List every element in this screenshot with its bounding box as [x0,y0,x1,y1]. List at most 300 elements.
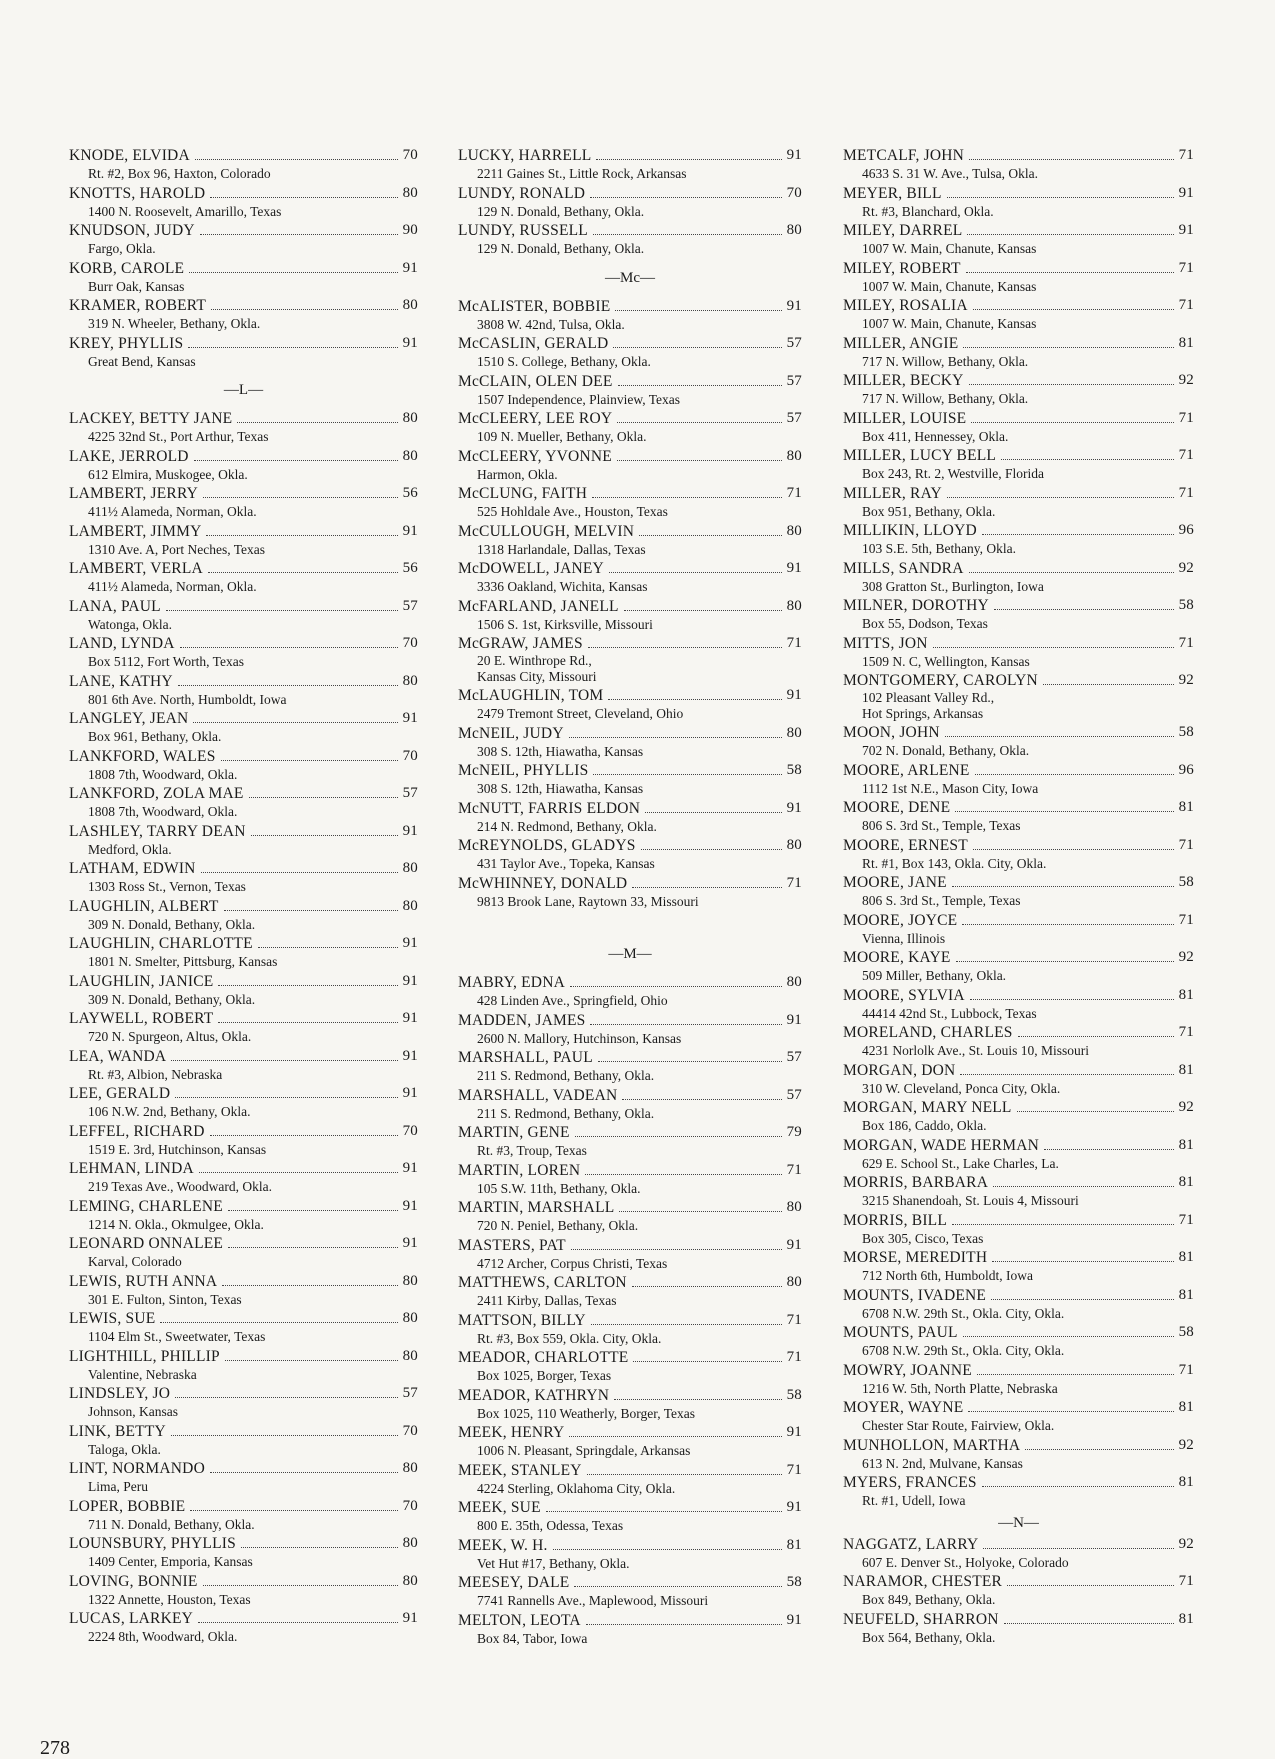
directory-entry [69,334,418,372]
dot-leader [969,159,1174,160]
directory-entry [458,973,802,1011]
entry-line [458,484,802,503]
page-reference: 92 [1178,672,1194,688]
directory-entry [843,948,1194,986]
directory-entry [69,934,418,972]
directory-entry [843,1323,1194,1361]
student-name: MILNER, DOROTHY [843,597,989,614]
page-reference: 81 [1178,1061,1194,1078]
student-name: MILLER, BECKY [843,372,964,389]
home-address: Burr Oak, Kansas [88,278,185,294]
dot-leader [962,924,1173,925]
entry-line [458,1348,802,1367]
page-reference: 91 [786,560,802,576]
student-name: LAMBERT, JERRY [69,485,199,502]
home-address: 1509 N. C, Wellington, Kansas [862,653,1030,669]
home-address: 1007 W. Main, Chanute, Kansas [862,316,1037,331]
directory-column-1 [69,146,418,1647]
page-reference: 79 [786,1124,802,1140]
directory-entry [843,334,1194,372]
directory-entry [458,447,802,485]
student-name: MOWRY, JOANNE [843,1361,972,1379]
entry-line [69,1459,418,1478]
home-address: 428 Linden Ave., Springfield, Ohio [477,993,668,1008]
student-name: KRAMER, ROBERT [69,297,207,314]
student-name: MABRY, EDNA [458,974,565,991]
home-address: 103 S.E. 5th, Bethany, Okla. [862,541,1016,556]
student-name: MARSHALL, PAUL [458,1049,593,1066]
dot-leader [963,347,1173,348]
dot-leader [963,1336,1174,1337]
directory-entry [69,597,418,635]
dot-leader [973,849,1174,850]
page-reference: 71 [1178,297,1194,313]
directory-entry [69,296,418,334]
entry-line [458,184,802,203]
directory-entry [458,1048,802,1086]
entry-line [69,1197,418,1216]
home-address: 1519 E. 3rd, Hutchinson, Kansas [88,1141,267,1157]
dot-leader [201,872,398,873]
directory-entry [843,1436,1194,1474]
home-address: 1510 S. College, Bethany, Okla. [477,354,651,369]
student-name: MASTERS, PAT [458,1236,566,1254]
directory-entry [843,986,1194,1024]
directory-entry [69,1234,418,1272]
entry-line [458,1498,802,1517]
student-name: NARAMOR, CHESTER [843,1573,1003,1590]
home-address: Box 1025, Borger, Texas [477,1368,612,1383]
dot-leader [200,234,398,235]
directory-entry [458,1461,802,1499]
dot-leader [249,797,398,798]
dot-leader [590,1024,781,1025]
directory-entry [69,1459,418,1497]
directory-entry [69,221,418,259]
entry-line [843,184,1194,203]
directory-entry [458,1011,802,1049]
home-address: 211 S. Redmond, Bethany, Okla. [477,1105,655,1121]
student-name: MILLIKIN, LLOYD [843,522,977,539]
directory-entry [69,1534,418,1572]
dot-leader [198,1622,398,1623]
entry-line [843,634,1194,653]
home-address: 214 N. Redmond, Bethany, Okla. [477,818,657,834]
student-name: MOORE, JOYCE [843,911,958,929]
home-address: 319 N. Wheeler, Bethany, Okla. [88,316,261,331]
directory-entry [458,1611,802,1649]
page-reference: 71 [1178,447,1194,463]
page-reference: 91 [786,1011,802,1028]
home-address: 2600 N. Mallory, Hutchinson, Kansas [477,1030,682,1046]
student-name: McGRAW, JAMES [458,635,583,652]
page-reference: 57 [402,1385,418,1401]
directory-entry [458,372,802,410]
student-name: MEEK, W. H. [458,1536,548,1554]
directory-entry [458,146,802,184]
dot-leader [189,272,397,273]
directory-entry [458,836,802,874]
home-address: 2224 8th, Woodward, Okla. [88,1629,238,1644]
home-address: Rt. #1, Box 143, Okla. City, Okla. [862,855,1047,871]
dot-leader [592,497,782,498]
student-name: MELTON, LEOTA [458,1611,581,1629]
dot-leader [160,1322,397,1323]
entry-line [69,1234,418,1253]
dot-leader [218,1022,397,1023]
page-reference: 81 [1178,1610,1194,1627]
page-reference: 70 [402,1422,418,1439]
section-heading: —Mc— [605,269,655,286]
page-reference: 80 [402,297,418,313]
home-address: 20 E. Winthrope Rd., [477,653,592,668]
student-name: MOORE, ERNEST [843,836,968,854]
entry-line [458,372,802,391]
directory-entry [843,484,1194,522]
home-address: Box 186, Caddo, Okla. [862,1118,987,1133]
student-name: LATHAM, EDWIN [69,860,196,877]
home-address: 1216 W. 5th, North Platte, Nebraska [862,1380,1058,1396]
dot-leader [574,1586,781,1587]
student-name: LANE, KATHY [69,672,173,690]
student-name: LINT, NORMANDO [69,1460,205,1477]
directory-entry [458,1348,802,1386]
entry-line [458,146,802,165]
page-reference: 80 [786,522,802,539]
dot-leader [228,1210,398,1211]
student-name: MONTGOMERY, CAROLYN [843,672,1038,689]
student-name: MOON, JOHN [843,724,940,741]
dot-leader [992,1261,1173,1262]
entry-line [843,484,1194,503]
home-address: 6708 N.W. 29th St., Okla. City, Okla. [862,1343,1065,1358]
home-address: 3215 Shanendoah, St. Louis 4, Missouri [862,1193,1079,1208]
dot-leader [982,1486,1174,1487]
home-address: 1322 Annette, Houston, Texas [88,1591,251,1607]
directory-entry [69,1422,418,1460]
home-address: Box 243, Rt. 2, Westville, Florida [862,466,1045,481]
entry-line [69,1159,418,1178]
dot-leader [203,1585,398,1586]
dot-leader [991,1299,1174,1300]
dot-leader [188,347,397,348]
directory-entry [458,484,802,522]
page-reference: 80 [402,184,418,201]
entry-line [843,371,1194,390]
home-address: 2411 Kirby, Dallas, Texas [477,1293,617,1308]
entry-line [458,1048,802,1067]
student-name: McWHINNEY, DONALD [458,874,628,892]
entry-line [458,221,802,240]
student-name: McLAUGHLIN, TOM [458,687,604,704]
page-reference: 57 [786,372,802,389]
student-name: MOYER, WAYNE [843,1399,964,1416]
page-reference: 71 [1178,1211,1194,1228]
page-reference: 96 [1178,522,1194,538]
entry-line [458,973,802,992]
page-reference: 57 [402,597,418,614]
entry-line [458,559,802,578]
directory-entry [69,522,418,560]
entry-line [458,686,802,705]
entry-line [69,822,418,841]
entry-line [69,1534,418,1553]
entry-line [69,784,418,803]
page-reference: 70 [402,747,418,764]
student-name: MARTIN, MARSHALL [458,1199,615,1216]
home-address: 105 S.W. 11th, Bethany, Okla. [477,1180,641,1196]
entry-line [843,1211,1194,1230]
student-name: McDOWELL, JANEY [458,560,604,577]
entry-line [458,1236,802,1255]
directory-entry [458,724,802,762]
page-reference: 80 [786,724,802,741]
home-address: Box 564, Bethany, Okla. [862,1629,996,1645]
entry-line [458,1086,802,1105]
page-reference: 91 [402,522,418,539]
home-address: 1507 Independence, Plainview, Texas [477,391,680,407]
home-address: 3808 W. 42nd, Tulsa, Okla. [477,316,625,332]
student-name: LOPER, BOBBIE [69,1497,186,1515]
page-reference: 91 [402,935,418,951]
home-address: 102 Pleasant Valley Rd., [862,690,995,705]
page-reference: 71 [786,1461,802,1478]
entry-line [69,972,418,991]
home-address: 6708 N.W. 29th St., Okla. City, Okla. [862,1305,1065,1321]
page-reference: 91 [402,1235,418,1251]
directory-entry [458,1198,802,1236]
dot-leader [641,849,782,850]
home-address: 509 Miller, Bethany, Okla. [862,968,1007,983]
directory-entry [69,146,418,184]
dot-leader [952,886,1174,887]
page-reference: 71 [1178,1024,1194,1040]
directory-entry [843,761,1194,799]
dot-leader [193,722,397,723]
page-reference: 71 [1178,911,1194,928]
entry-line [458,1573,802,1592]
dot-leader [221,760,398,761]
student-name: MARSHALL, VADEAN [458,1086,618,1104]
dot-leader [258,947,398,948]
directory-entry [69,972,418,1010]
page-reference: 91 [402,1010,418,1026]
page-reference: 58 [786,762,802,778]
student-name: MEEK, HENRY [458,1424,565,1441]
home-address: Lima, Peru [88,1479,148,1494]
directory-entry [843,1286,1194,1324]
home-address: Vienna, Illinois [862,930,946,946]
directory-entry [843,1572,1194,1610]
dot-leader [966,272,1174,273]
entry-line [458,1461,802,1480]
directory-entry [458,334,802,372]
home-address: 1112 1st N.E., Mason City, Iowa [862,780,1039,796]
directory-column-2 [458,146,802,1648]
page-reference: 96 [1178,761,1194,778]
entry-line [69,259,418,278]
home-address: Vet Hut #17, Bethany, Okla. [477,1555,630,1571]
page-reference: 80 [402,860,418,876]
home-address: Rt. #1, Udell, Iowa [862,1493,966,1508]
home-address: 806 S. 3rd St., Temple, Texas [862,893,1021,908]
home-address: 4231 Norlolk Ave., St. Louis 10, Missouri [862,1043,1090,1058]
entry-line [458,1536,802,1555]
page-reference: 80 [402,410,418,426]
student-name: MADDEN, JAMES [458,1011,586,1029]
entry-line [458,1198,802,1217]
entry-line [458,297,802,316]
student-name: MORRIS, BILL [843,1211,948,1229]
entry-line [458,1386,802,1405]
directory-entry [69,184,418,222]
student-name: LOUNSBURY, PHYLLIS [69,1535,236,1552]
dot-leader [960,1074,1173,1075]
directory-entry [69,1572,418,1610]
directory-entry [69,1047,418,1085]
dot-leader [994,609,1174,610]
page-reference: 71 [1178,634,1194,651]
directory-entry [843,221,1194,259]
home-address: 1808 7th, Woodward, Okla. [88,804,238,819]
page-reference: 71 [786,874,802,891]
student-name: MARTIN, LOREN [458,1161,581,1179]
page-reference: 91 [786,1499,802,1515]
dot-leader [194,460,398,461]
dot-leader [585,1174,781,1175]
student-name: LANA, PAUL [69,597,161,615]
page-reference: 91 [786,147,802,163]
student-name: MUNHOLLON, MARTHA [843,1436,1021,1454]
entry-line [458,1123,802,1142]
dot-leader [593,774,781,775]
directory-entry [69,1347,418,1385]
page-reference: 58 [786,1386,802,1403]
student-name: LEE, GERALD [69,1085,171,1102]
home-address: 308 Gratton St., Burlington, Iowa [862,578,1044,594]
entry-line [458,597,802,616]
entry-line [843,1535,1194,1554]
student-name: MEEK, SUE [458,1499,541,1516]
home-address: 720 N. Spurgeon, Altus, Okla. [88,1029,252,1044]
page-reference: 71 [1178,1361,1194,1378]
entry-line [69,1272,418,1291]
page-reference: 80 [402,447,418,464]
entry-line [458,409,802,428]
dot-leader [206,535,397,536]
student-name: McNUTT, FARRIS ELDON [458,799,641,817]
page-reference: 91 [786,297,802,314]
home-address: Box 5112, Fort Worth, Texas [88,654,244,669]
entry-line [843,798,1194,817]
entry-line [843,559,1194,578]
home-address: Rt. #2, Box 96, Haxton, Colorado [88,166,271,181]
page-reference: 71 [1178,836,1194,853]
dot-leader [952,1224,1174,1225]
student-name: MATTHEWS, CARLTON [458,1274,627,1291]
entry-line [69,634,418,653]
home-address: 525 Hohldale Ave., Houston, Texas [477,504,668,519]
student-name: MORRIS, BARBARA [843,1174,989,1191]
student-name: LANKFORD, ZOLA MAE [69,785,244,802]
page-reference: 90 [402,222,418,238]
home-address: 717 N. Willow, Bethany, Okla. [862,353,1029,369]
entry-line [843,761,1194,780]
entry-line [69,522,418,541]
dot-leader [971,422,1173,423]
entry-line [69,1047,418,1066]
dot-leader [615,310,781,311]
student-name: MOORE, DENE [843,799,951,816]
home-address: 2211 Gaines St., Little Rock, Arkansas [477,166,687,181]
dot-leader [210,1472,398,1473]
home-address: 1104 Elm St., Sweetwater, Texas [88,1329,266,1344]
directory-entry [458,1161,802,1199]
page-reference: 80 [786,837,802,853]
dot-leader [190,1510,397,1511]
entry-line [69,221,418,240]
entry-line [843,1023,1194,1042]
page-reference: 81 [1178,334,1194,351]
page-reference: 91 [402,710,418,726]
home-address: Watonga, Okla. [88,616,173,632]
student-name: McCLEERY, YVONNE [458,447,612,465]
student-name: LANGLEY, JEAN [69,710,189,727]
dot-leader [218,985,397,986]
page-reference: 81 [1178,1136,1194,1153]
entry-line [843,1610,1194,1629]
directory-entry [843,1136,1194,1174]
directory-entry [843,634,1194,672]
entry-line [69,1347,418,1366]
page-reference: 71 [786,1311,802,1328]
page-reference: 80 [402,1347,418,1364]
entry-line [69,1309,418,1328]
dot-leader [210,1135,398,1136]
directory-entry [843,1173,1194,1211]
student-name: MOUNTS, PAUL [843,1324,958,1341]
home-address: 1400 N. Roosevelt, Amarillo, Texas [88,203,282,219]
page-reference: 80 [786,447,802,464]
home-address: 129 N. Donald, Bethany, Okla. [477,241,645,256]
student-name: MORGAN, MARY NELL [843,1099,1012,1116]
page-reference: 71 [786,1349,802,1365]
directory-entry [843,1098,1194,1136]
page-reference: 70 [402,1497,418,1514]
page-reference: 80 [786,597,802,614]
directory-entry [843,596,1194,634]
directory-entry [69,1122,418,1160]
directory-entry [843,1361,1194,1399]
page-reference: 91 [402,1085,418,1101]
entry-line [69,859,418,878]
directory-entry [843,409,1194,447]
student-name: MOORE, KAYE [843,949,951,966]
directory-entry [458,1123,802,1161]
page-reference: 91 [786,1611,802,1628]
home-address: Box 1025, 110 Weatherly, Borger, Texas [477,1405,696,1421]
directory-entry [69,1084,418,1122]
student-name: McCLUNG, FAITH [458,485,588,502]
directory-entry [843,873,1194,911]
student-name: MILLER, LOUISE [843,409,967,427]
entry-line [458,334,802,353]
dot-leader [1044,1149,1174,1150]
page-reference: 80 [402,672,418,689]
directory-entry [458,1498,802,1536]
directory-entry [458,1536,802,1574]
dot-leader [586,1624,782,1625]
